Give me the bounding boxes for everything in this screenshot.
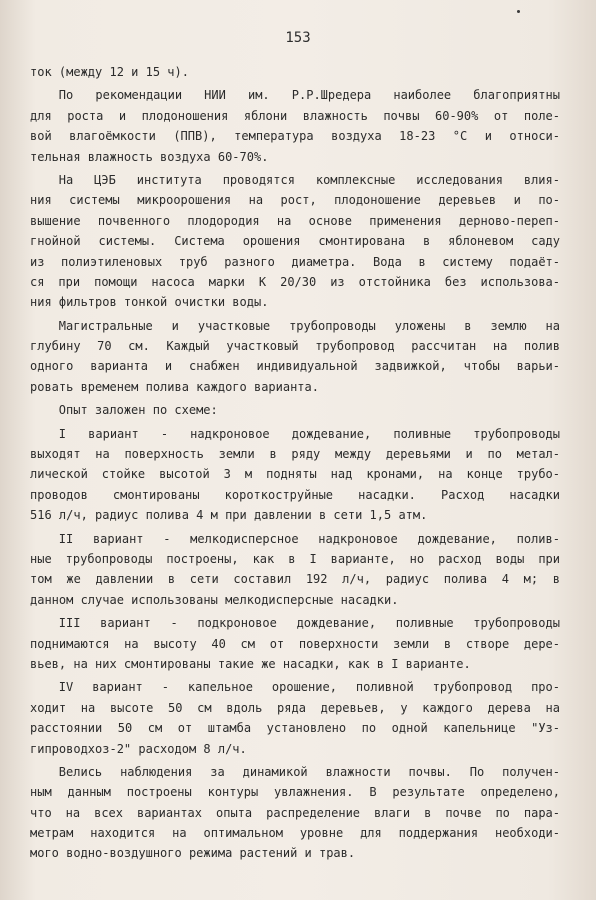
text-line: мого водно-воздушного режима растений и трав. [30, 846, 356, 861]
text-line: метрам находится на оптимальном уровне для поддержания необходи- [30, 826, 560, 841]
text-line: данном случае использованы мелкодисперсные насадки. [30, 592, 399, 607]
text-line: Магистральные и участковые трубопроводы уложены в землю на [58, 318, 560, 333]
paragraph [30, 85, 560, 167]
text-line: поднимаются на высоту 40 см от поверхности земли в створе дере- [30, 636, 560, 651]
paragraph [30, 677, 560, 759]
text-line: Опыт заложен по схеме: [58, 403, 218, 418]
body-text [30, 62, 560, 864]
text-line: из полиэтиленовых труб разного диаметра. Вода в систему подаёт- [30, 254, 560, 269]
text-line: III вариант - подкроновое дождевание, поливные трубопроводы [58, 616, 560, 631]
text-line: выходят на поверхность земли в ряду между деревьями и по метал- [30, 447, 560, 462]
text-line: одного варианта и снабжен индивидуальной задвижкой, чтобы варьи- [30, 359, 560, 374]
text-line: расстоянии 50 см от штамба установлено по одной капельнице "Уз- [30, 721, 560, 736]
text-line: II вариант - мелкодисперсное надкроновое дождевание, полив- [58, 531, 560, 546]
text-line: для роста и плодоношения яблони влажность почвы 60-90% от поле- [30, 108, 560, 123]
text-line: ным данным построены контуры увлажнения. В результате определено, [30, 785, 560, 800]
paragraph [30, 316, 560, 398]
text-line: ровать временем полива каждого варианта. [30, 379, 319, 394]
text-line: проводов смонтированы короткоструйные насадки. Расход насадки [30, 487, 560, 502]
text-line: ния фильтров тонкой очистки воды. [30, 295, 269, 310]
text-line: вой влагоёмкости (ППВ), температура воздуха 18-23 °С и относи- [30, 129, 560, 144]
ink-speck [517, 10, 520, 13]
paragraph [30, 529, 560, 611]
paragraph [30, 62, 560, 82]
text-line: гипроводхоз-2" расходом 8 л/ч. [30, 741, 247, 756]
paragraph [30, 400, 560, 420]
text-line: I вариант - надкроновое дождевание, поливные трубопроводы [58, 426, 560, 441]
text-line: IV вариант - капельное орошение, поливной трубопровод про- [58, 680, 560, 695]
text-line: лической стойке высотой 3 м подняты над кронами, на конце трубо- [30, 467, 560, 482]
text-line: ходит на высоте 50 см вдоль ряда деревьев, у каждого дерева на [30, 700, 560, 715]
text-line: что на всех вариантах опыта распределение влаги в почве по пара- [30, 805, 560, 820]
text-line: ся при помощи насоса марки К 20/30 из отстойника без использова- [30, 274, 560, 289]
paragraph [30, 613, 560, 674]
page-number: 153 [285, 30, 311, 46]
text-line: Велись наблюдения за динамикой влажности почвы. По получен- [58, 764, 560, 779]
text-line: тельная влажность воздуха 60-70%. [30, 149, 269, 164]
text-line: 516 л/ч, радиус полива 4 м при давлении в сети 1,5 атм. [30, 508, 428, 523]
text-line: глубину 70 см. Каждый участковый трубопровод рассчитан на полив [30, 339, 560, 354]
paragraph [30, 170, 560, 313]
paragraph [30, 424, 560, 526]
text-line: ток (между 12 и 15 ч). [30, 65, 189, 79]
paragraph [30, 762, 560, 864]
text-line: ния системы микроорошения на рост, плодоношение деревьев и по- [30, 193, 560, 208]
text-line: том же давлении в сети составил 192 л/ч, радиус полива 4 м; в [30, 572, 560, 587]
text-line: На ЦЭБ института проводятся комплексные исследования влия- [58, 172, 560, 187]
text-line: ные трубопроводы построены, как в I варианте, но расход воды при [30, 551, 560, 566]
text-line: вышение почвенного плодородия на основе применения дерново-переп- [30, 213, 560, 228]
text-line: гнойной системы. Система орошения смонтирована в яблоневом саду [30, 234, 560, 249]
text-line: По рекомендации НИИ им. Р.Р.Шредера наиболее благоприятны [58, 88, 560, 103]
text-line: вьев, на них смонтированы такие же насадки, как в I варианте. [30, 656, 471, 671]
